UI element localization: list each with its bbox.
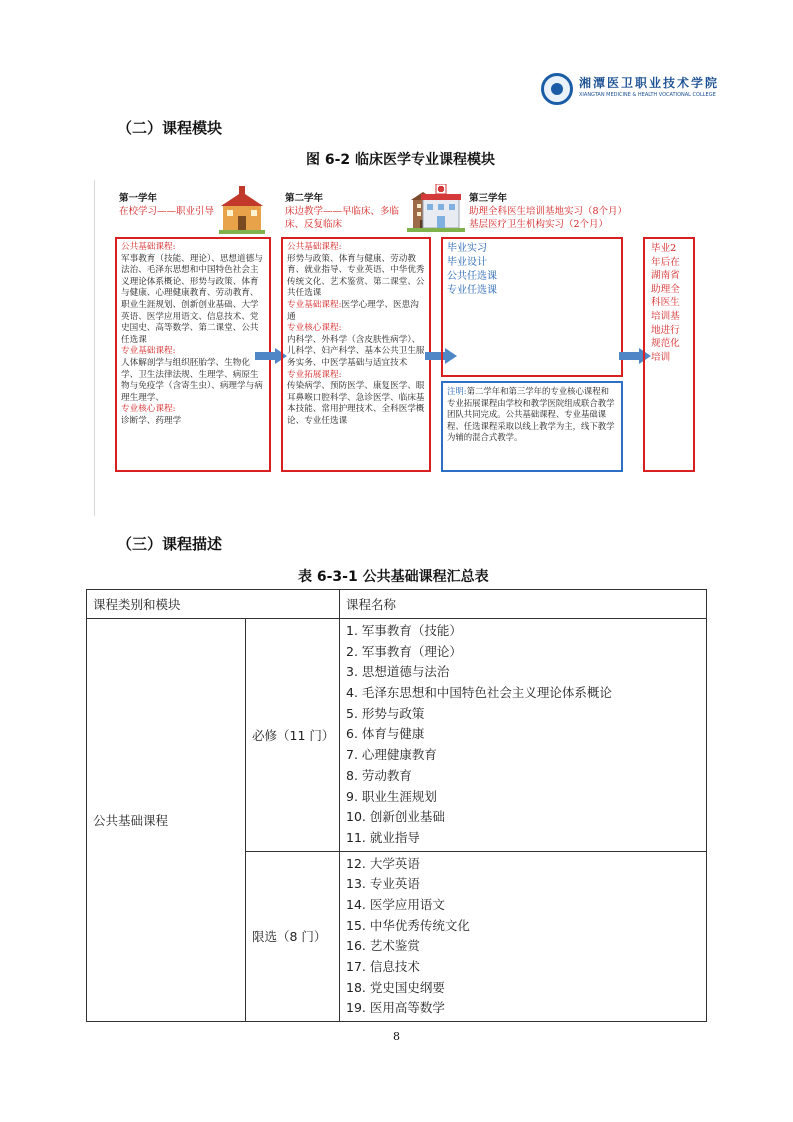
note-label: 注明: — [447, 386, 467, 396]
col3-item-1: 毕业实习 — [447, 243, 487, 254]
page-number: 8 — [393, 1030, 400, 1043]
note-text: 第二学年和第三学年的专业核心课程和专业拓展课程由学校和教学医院组成联合教学团队共同完成。公共基础课程、专业基础课程、任选课程采取以线上教学为主，线下教学为辅的混合式教学。 — [447, 386, 615, 442]
list-item: 9. 职业生涯规划 — [346, 788, 437, 804]
header-course-name: 课程名称 — [340, 590, 707, 619]
figure-caption: 图 6-2 临床医学专业课程模块 — [306, 152, 496, 168]
col2-public-basic-text: 形势与政策、体育与健康、劳动教育、就业指导、专业英语、中华优秀传统文化、艺术鉴赏、第二课堂、公共任选课 — [287, 253, 425, 299]
col2-prof-ext-title: 专业拓展课程: — [287, 369, 342, 380]
list-item: 6. 体育与健康 — [346, 726, 425, 742]
col2-prof-core-text: 内科学、外科学（含皮肤性病学）、儿科学、妇产科学、基本公共卫生服务实务、中医学基础与适宜技术 — [287, 334, 425, 368]
section-title-desc: （三）课程描述 — [117, 535, 223, 553]
group-required-label: 必修（11 门） — [246, 619, 340, 852]
section-title-modules: （二）课程模块 — [117, 119, 223, 137]
col3-item-3: 公共任选课 — [447, 271, 497, 282]
list-item: 10. 创新创业基础 — [346, 809, 445, 825]
college-logo-emblem — [541, 73, 573, 105]
limited-course-list — [340, 851, 707, 1022]
col2-prof-basic-text: 医学心理学、医患沟通 — [287, 299, 419, 322]
col1-public-basic-title: 公共基础课程: — [121, 242, 176, 252]
required-course-list — [340, 619, 707, 852]
col2-prof-core-title: 专业核心课程: — [287, 323, 342, 334]
public-course-table — [86, 589, 707, 1022]
year1-label: 第一学年 — [119, 193, 158, 204]
year3-subtitle-1: 助理全科医生培训基地实习（8个月） — [469, 206, 628, 217]
list-item: 12. 大学英语 — [346, 855, 420, 871]
year3-course-box — [441, 237, 623, 377]
list-item: 7. 心理健康教育 — [346, 747, 437, 763]
year1-course-box — [115, 237, 271, 472]
list-item: 19. 医用高等数学 — [346, 1000, 445, 1016]
col1-prof-basic-title: 专业基础课程: — [121, 346, 176, 357]
list-item: 15. 中华优秀传统文化 — [346, 917, 470, 933]
note-box — [441, 381, 623, 472]
col2-prof-basic-title: 专业基础课程: — [287, 299, 342, 310]
hospital-icon — [417, 184, 465, 232]
col3-item-2: 毕业设计 — [447, 257, 487, 268]
list-item: 2. 军事教育（理论） — [346, 643, 462, 659]
table-header-row — [87, 590, 707, 619]
col1-prof-basic-text: 人体解剖学与组织胚胎学、生物化学、卫生法律法规、生理学、病原生物与免疫学（含寄生虫）、病理学与病理生理学、 — [121, 357, 263, 403]
list-item: 16. 艺术鉴赏 — [346, 938, 420, 954]
col3-item-4: 专业任选课 — [447, 285, 497, 296]
list-item: 13. 专业英语 — [346, 876, 420, 892]
col1-public-basic-text: 军事教育（技能、理论）、思想道德与法治、毛泽东思想和中国特色社会主义理论体系概论、形势与政策、体育与健康、心理健康教育、劳动教育、职业生涯规划、创新创业基础、大学英语、医学应用语文、信息技术、党史国史、高等数学、第二课堂、公共任选课 — [121, 253, 263, 345]
list-item: 17. 信息技术 — [346, 959, 420, 974]
year3-label: 第三学年 — [469, 193, 508, 204]
college-logo-name: 湘潭医卫职业技术学院 — [579, 76, 720, 90]
list-item: 18. 党史国史纲要 — [346, 979, 445, 995]
list-item: 11. 就业指导 — [346, 829, 420, 845]
year1-subtitle: 在校学习——职业引导 — [119, 206, 215, 217]
list-item: 4. 毛泽东思想和中国特色社会主义理论体系概论 — [346, 685, 612, 701]
col4-text: 年后在湖南省助理全科医生培训基地进行规范化培训 — [651, 256, 680, 363]
college-logo-english: XIANGTAN MEDICINE & HEALTH VOCATIONAL COLLEGE — [579, 92, 716, 98]
header-category: 课程类别和模块 — [87, 590, 340, 619]
col4-label: 毕业2 — [651, 243, 677, 254]
post-graduation-box — [643, 237, 695, 472]
table-caption: 表 6-3-1 公共基础课程汇总表 — [298, 569, 489, 585]
col2-prof-ext-text: 传染病学、预防医学、康复医学、眼耳鼻喉口腔科学、急诊医学、临床基本技能、常用护理技术、全科医学概论、专业任选课 — [287, 381, 425, 426]
table-row — [87, 619, 707, 852]
year3-subtitle-2: 基层医疗卫生机构实习（2个月） — [469, 219, 609, 230]
col2-public-basic-title: 公共基础课程: — [287, 242, 342, 252]
year2-course-box — [281, 237, 431, 472]
list-item: 5. 形势与政策 — [346, 705, 425, 721]
col1-prof-core-text: 诊断学、药理学 — [121, 415, 182, 426]
course-module-diagram — [94, 180, 700, 516]
col1-prof-core-title: 专业核心课程: — [121, 404, 176, 415]
school-building-icon — [219, 186, 265, 234]
category-cell: 公共基础课程 — [87, 619, 246, 1022]
year2-label: 第二学年 — [285, 193, 324, 204]
list-item: 14. 医学应用语文 — [346, 896, 445, 912]
year2-subtitle: 床边教学——早临床、多临床、反复临床 — [285, 206, 400, 230]
list-item: 3. 思想道德与法治 — [346, 664, 450, 680]
list-item: 1. 军事教育（技能） — [346, 623, 462, 638]
group-limited-label: 限选（8 门） — [246, 851, 340, 1022]
list-item: 8. 劳动教育 — [346, 767, 412, 783]
